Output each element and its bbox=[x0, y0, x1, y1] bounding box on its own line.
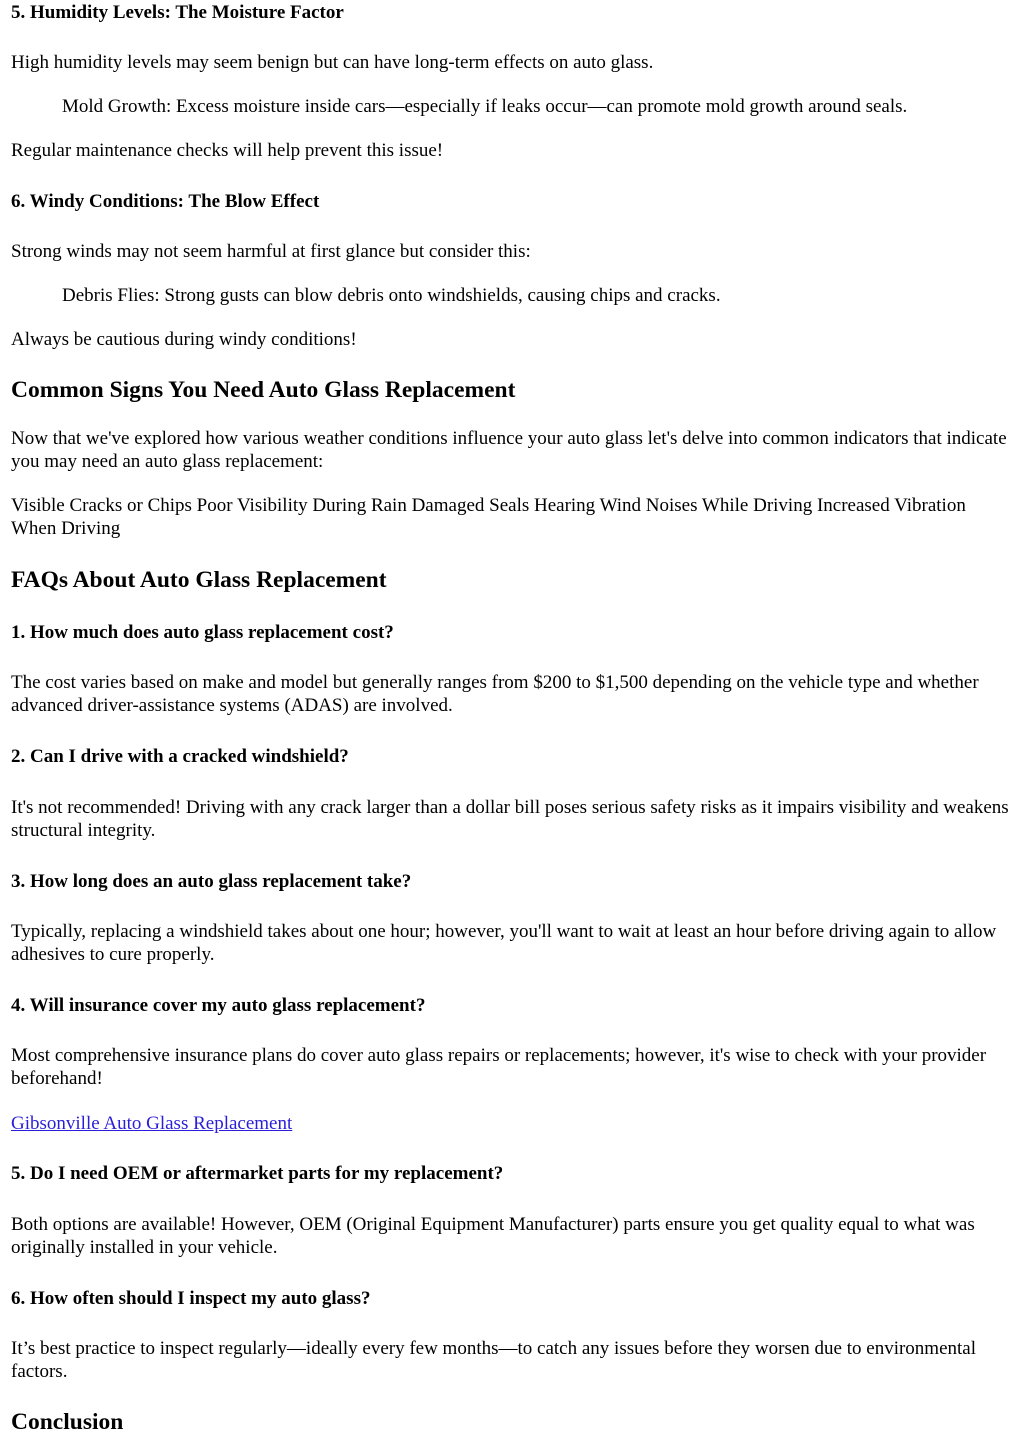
paragraph-windy-closing: Always be cautious during windy conditions! bbox=[11, 329, 357, 350]
faq-answer-4: Most comprehensive insurance plans do cover auto glass repairs or replacements; however, it's wise to check with your provider beforehand! bbox=[11, 1045, 987, 1089]
faq-answer-1: The cost varies based on make and model but generally ranges from $200 to $1,500 depending on the vehicle type and whether advanced driver-assistance systems (ADAS) are involved. bbox=[11, 672, 979, 716]
heading-conclusion: Conclusion bbox=[11, 1409, 124, 1435]
faq-answer-3: Typically, replacing a windshield takes about one hour; however, you'll want to wait at least an hour before driving again to allow adhesives to cure properly. bbox=[11, 921, 997, 965]
gibsonville-link-paragraph bbox=[11, 1112, 1011, 1135]
heading-faqs: FAQs About Auto Glass Replacement bbox=[11, 567, 387, 593]
heading-common-signs: Common Signs You Need Auto Glass Replacement bbox=[11, 377, 516, 403]
paragraph-signs-intro: Now that we've explored how various weather conditions influence your auto glass let's delve into common indicators that indicate you may need an auto glass replacement: bbox=[11, 428, 1007, 472]
list-item-mold-growth: Mold Growth: Excess moisture inside cars—especially if leaks occur—can promote mold growth around seals. bbox=[62, 96, 908, 117]
faq-question-1: 1. How much does auto glass replacement cost? bbox=[11, 622, 394, 643]
faq-question-5: 5. Do I need OEM or aftermarket parts for my replacement? bbox=[11, 1163, 504, 1184]
faq-answer-6: It’s best practice to inspect regularly—ideally every few months—to catch any issues before they worsen due to environmental factors. bbox=[11, 1338, 977, 1382]
section-heading-windy: 6. Windy Conditions: The Blow Effect bbox=[11, 191, 320, 212]
paragraph-humidity-intro: High humidity levels may seem benign but can have long-term effects on auto glass. bbox=[11, 52, 654, 73]
section-heading-humidity: 5. Humidity Levels: The Moisture Factor bbox=[11, 2, 344, 23]
faq-answer-2: It's not recommended! Driving with any crack larger than a dollar bill poses serious safety risks as it impairs visibility and weakens structural integrity. bbox=[11, 797, 1009, 841]
faq-question-4: 4. Will insurance cover my auto glass replacement? bbox=[11, 995, 426, 1016]
gibsonville-auto-glass-link[interactable]: Gibsonville Auto Glass Replacement bbox=[11, 1113, 293, 1134]
paragraph-windy-intro: Strong winds may not seem harmful at first glance but consider this: bbox=[11, 241, 531, 262]
faq-question-3: 3. How long does an auto glass replacement take? bbox=[11, 871, 412, 892]
faq-answer-5: Both options are available! However, OEM (Original Equipment Manufacturer) parts ensure you get quality equal to what was originally installed in your vehicle. bbox=[11, 1214, 975, 1258]
faq-question-2: 2. Can I drive with a cracked windshield? bbox=[11, 746, 349, 767]
paragraph-humidity-closing: Regular maintenance checks will help prevent this issue! bbox=[11, 140, 444, 161]
paragraph-signs-list: Visible Cracks or Chips Poor Visibility During Rain Damaged Seals Hearing Wind Noises While Driving Increased Vibration When Driving bbox=[11, 495, 966, 539]
list-item-debris-flies: Debris Flies: Strong gusts can blow debris onto windshields, causing chips and cracks. bbox=[62, 285, 721, 306]
faq-question-6: 6. How often should I inspect my auto glass? bbox=[11, 1288, 371, 1309]
